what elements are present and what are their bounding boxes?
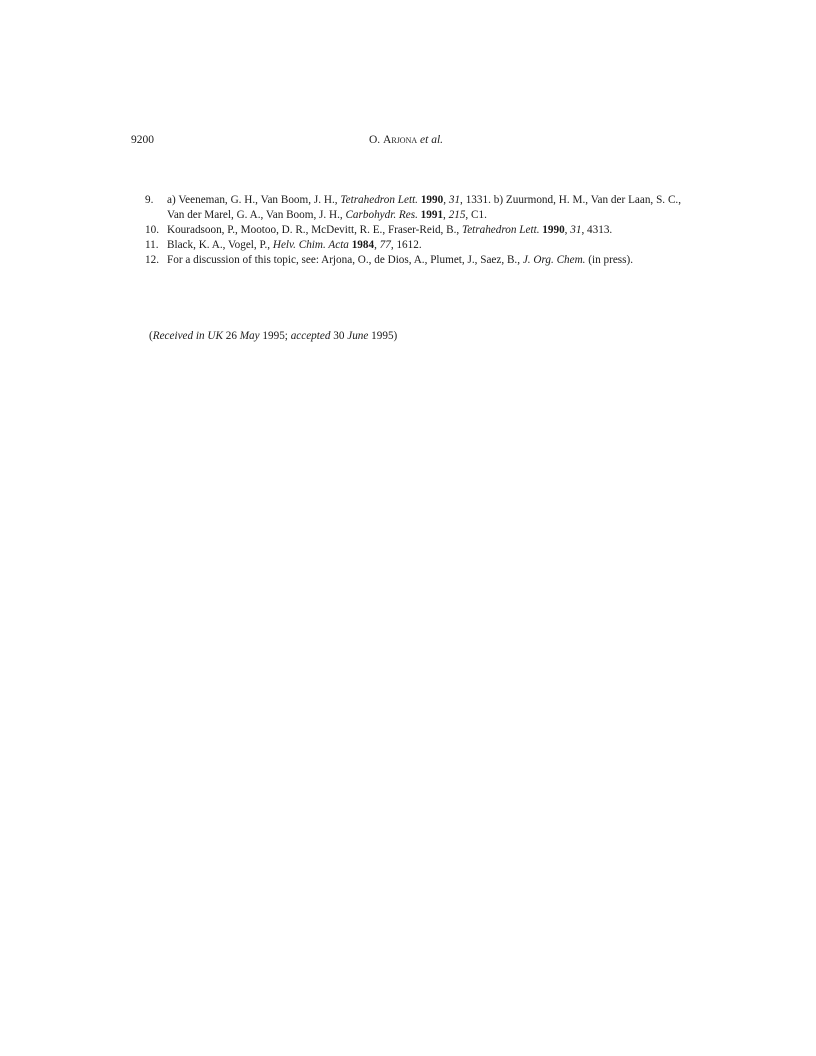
reference-segment: For a discussion of this topic, see: Arjona, O., de Dios, A., Plumet, J., Saez, B., bbox=[167, 254, 523, 266]
et-al: et al. bbox=[420, 134, 444, 146]
reference-text bbox=[167, 253, 681, 268]
reference-italic-segment: 215 bbox=[448, 209, 466, 221]
reference-number: 10. bbox=[145, 224, 159, 236]
received-date: 26 bbox=[222, 330, 240, 342]
reference-segment: Black, K. A., Vogel, P., bbox=[167, 239, 273, 251]
reference-item bbox=[145, 253, 681, 268]
accepted-date: 30 bbox=[330, 330, 348, 342]
reference-segment: a) Veeneman, G. H., Van Boom, J. H., bbox=[167, 194, 341, 206]
page-number: 9200 bbox=[131, 134, 154, 146]
reference-segment: , bbox=[564, 224, 571, 236]
accepted-label: accepted bbox=[290, 330, 331, 342]
reference-number: 9. bbox=[145, 194, 154, 206]
reference-segment: , 4313. bbox=[581, 224, 613, 236]
open-paren: ( bbox=[149, 330, 153, 342]
received-month: May bbox=[239, 330, 260, 342]
author-initial: O. bbox=[368, 134, 384, 146]
reference-italic-segment: 31 bbox=[570, 224, 582, 236]
author-surname: Arjona bbox=[383, 134, 418, 146]
reference-segment: Kouradsoon, P., Mootoo, D. R., McDevitt, R. E., Fraser-Reid, B., bbox=[167, 224, 462, 236]
accepted-year: 1995) bbox=[368, 330, 398, 342]
references-list bbox=[145, 193, 681, 268]
received-label: Received in UK bbox=[152, 330, 223, 342]
reference-segment: , bbox=[374, 239, 380, 251]
reference-bold-segment: 1984 bbox=[351, 239, 375, 251]
received-year: 1995; bbox=[259, 330, 291, 342]
reference-text bbox=[167, 238, 681, 253]
reference-text bbox=[167, 223, 681, 238]
reference-bold-segment: 1991 bbox=[420, 209, 444, 221]
reference-bold-segment: 1990 bbox=[542, 224, 565, 236]
reference-italic-segment: Carbohydr. Res. bbox=[345, 209, 418, 221]
reference-segment: (in press). bbox=[585, 254, 634, 266]
reference-italic-segment: Helv. Chim. Acta bbox=[272, 239, 349, 251]
reference-italic-segment: 77 bbox=[379, 239, 391, 251]
reference-item bbox=[145, 223, 681, 238]
reference-item bbox=[145, 193, 681, 223]
reference-item bbox=[145, 238, 681, 253]
running-head bbox=[131, 134, 681, 146]
accepted-month: June bbox=[347, 330, 369, 342]
reference-segment: , 1331. b) Zuurmond, H. M., Van der Laan, S. C., Van der Marel, G. A., Van Boom, J. H., bbox=[167, 194, 682, 221]
reference-segment: , C1. bbox=[465, 209, 487, 221]
reference-segment: , bbox=[443, 194, 449, 206]
reference-segment: , bbox=[443, 209, 449, 221]
reference-number: 11. bbox=[145, 239, 159, 251]
reference-italic-segment: 31 bbox=[448, 194, 461, 206]
reference-bold-segment: 1990 bbox=[420, 194, 444, 206]
page-header bbox=[131, 134, 681, 150]
reference-italic-segment: J. Org. Chem. bbox=[522, 254, 586, 266]
reference-text bbox=[167, 193, 681, 223]
reference-italic-segment: Tetrahedron Lett. bbox=[340, 194, 418, 206]
reference-segment: , 1612. bbox=[390, 239, 422, 251]
received-note bbox=[149, 330, 397, 342]
reference-italic-segment: Tetrahedron Lett. bbox=[462, 224, 540, 236]
reference-number: 12. bbox=[145, 254, 159, 266]
